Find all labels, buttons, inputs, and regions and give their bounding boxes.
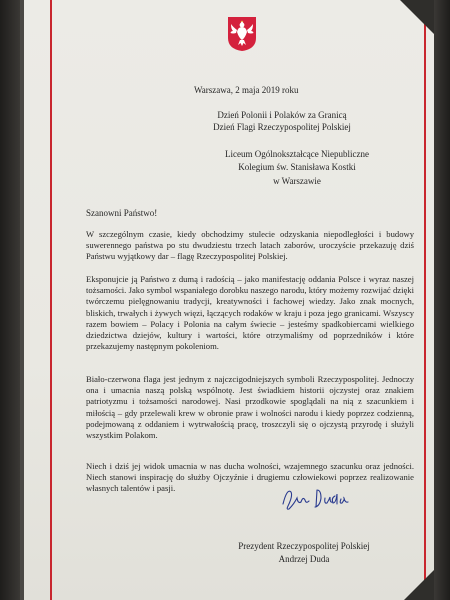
recipient-line-1: Liceum Ogólnokształcące Niepubliczne [225, 149, 369, 159]
signature-name: Andrzej Duda [278, 554, 330, 564]
recipient-line-2: Kolegium św. Stanisława Kostki [238, 162, 356, 172]
paragraph-4: Niech i dziś jej widok umacnia w nas ducha wolności, wzajemnego szacunku oraz jedności. Niech stanowi inspirację do służby Ojczyźnie i drugiemu człowiekowi poprzez realizowanie własnych talentów i pasji. [86, 461, 414, 494]
polish-eagle-emblem-icon [227, 16, 257, 52]
signature-title: Prezydent Rzeczypospolitej Polskiej [238, 541, 370, 551]
paragraph-3: Biało-czerwona flaga jest jednym z najczcigodniejszych symboli Rzeczypospolitej. Jednoczy ona i umacnia naszą polską wspólnotę. Jest świadkiem historii ojczystej oraz znakiem patriotyzmu i tożsamości narodowej. Nasi przodkowie spoglądali na nią z szacunkiem i miłością – gdy przelewali krew w obronie praw i wolności narodu i kiedy poprzez codzienną, podejmowaną z oddaniem i wytrwałością pracę, troszczyli się o ojczystą przyrodę i służyli wszystkim Polakom. [86, 374, 414, 441]
red-margin-line-right [424, 0, 426, 600]
occasion-line-2: Dzień Flagi Rzeczypospolitej Polskiej [213, 122, 351, 132]
place-date: Warszawa, 2 maja 2019 roku [194, 85, 299, 95]
paragraph-1: W szczególnym czasie, kiedy obchodzimy stulecie odzyskania niepodległości i budowy suwerennego państwa po stu dwudziestu trzech latach zaborów, uroczyście przekazuję dziś Państwu wyjątkowy dar – flagę Rzeczypospolitej Polskiej. [86, 229, 414, 262]
handwritten-signature [279, 482, 359, 512]
corner-holder-top-right [400, 0, 434, 34]
occasion-line-1: Dzień Polonii i Polaków za Granicą [217, 110, 347, 120]
salutation: Szanowni Państwo! [86, 208, 158, 218]
red-margin-line-left [50, 0, 52, 600]
recipient-line-3: w Warszawie [273, 176, 321, 186]
folder-edge-right [434, 0, 450, 600]
letter-page [24, 0, 434, 600]
paragraph-2: Eksponujcie ją Państwo z dumą i radością – jako manifestację oddania Polsce i wyraz naszej tożsamości. Jako symbol wspaniałego dorobku naszego narodu, który możemy rozwijać dzięki twórczemu pielęgnowaniu tradycji, kreatywności i fachowej wiedzy. Jako znak mocnych, bliskich, trwałych i żywych więzi, łączących rodaków w kraju i poza jego granicami. Wszyscy razem bowiem – Polacy i Polonia na całym świecie – jesteśmy spadkobiercami wielkiego dziedzictwa dziejów, kultury i wartości, które otrzymaliśmy od poprzedników i które przekazujemy następnym pokoleniom. [86, 274, 414, 352]
corner-holder-bottom-right [404, 570, 434, 600]
folder-spine-left [0, 0, 20, 600]
